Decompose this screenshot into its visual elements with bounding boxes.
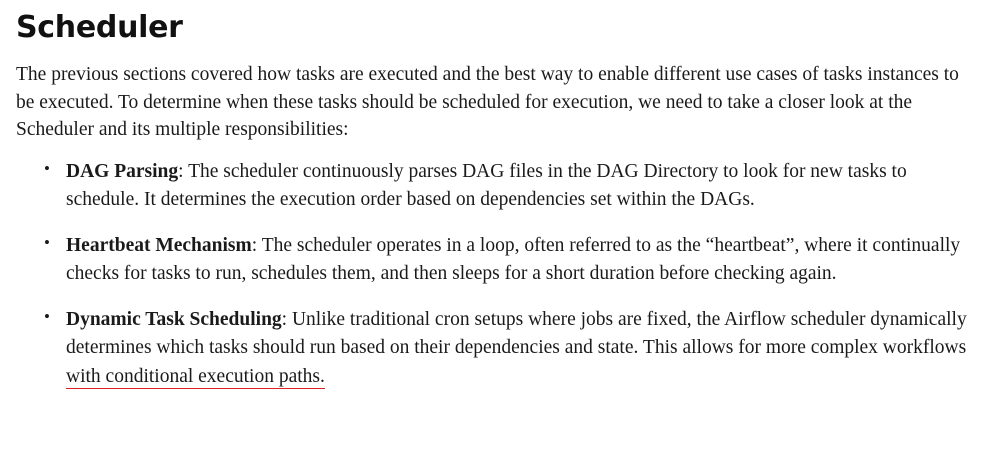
list-item-term: Dynamic Task Scheduling xyxy=(66,309,282,331)
list-item-highlighted-text: scheduler dynamically determines which tasks should run based on their dependencies and state. This allows for more complex workflows with conditional execution paths. xyxy=(66,309,967,387)
list-item-separator: : xyxy=(178,161,189,183)
list-item-separator: : xyxy=(251,235,262,257)
intro-paragraph: The previous sections covered how tasks are executed and the best way to enable different use cases of tasks instances to be executed. To determine when these tasks should be scheduled for execution, we need to take a closer look at the Scheduler and its multiple responsibilities: xyxy=(16,64,959,141)
list-item-text: Unlike traditional cron setups where jobs are fixed, the Airflow xyxy=(291,309,791,331)
list-item-text: The scheduler continuously parses DAG files in the DAG Directory to look for new xyxy=(188,161,848,183)
page-title: Scheduler xyxy=(16,10,183,45)
responsibilities-list xyxy=(16,158,980,391)
list-item xyxy=(66,158,980,214)
list-item-term: DAG Parsing xyxy=(66,161,179,183)
list-item-term: Heartbeat Mechanism xyxy=(66,235,252,257)
list-item xyxy=(66,232,980,288)
list-item-separator: : xyxy=(281,309,292,331)
list-item-highlighted-text: tasks to schedule. It determines the execution order based on dependencies set within the DAGs. xyxy=(66,161,907,211)
list-item-text: The scheduler operates in a loop, often referred to as the “heartbeat”, xyxy=(261,235,805,257)
list-item xyxy=(66,306,980,390)
list-item-highlighted-text: where it continually checks for tasks to run, schedules them, and then sleeps for a short duration before checking again. xyxy=(66,235,961,285)
